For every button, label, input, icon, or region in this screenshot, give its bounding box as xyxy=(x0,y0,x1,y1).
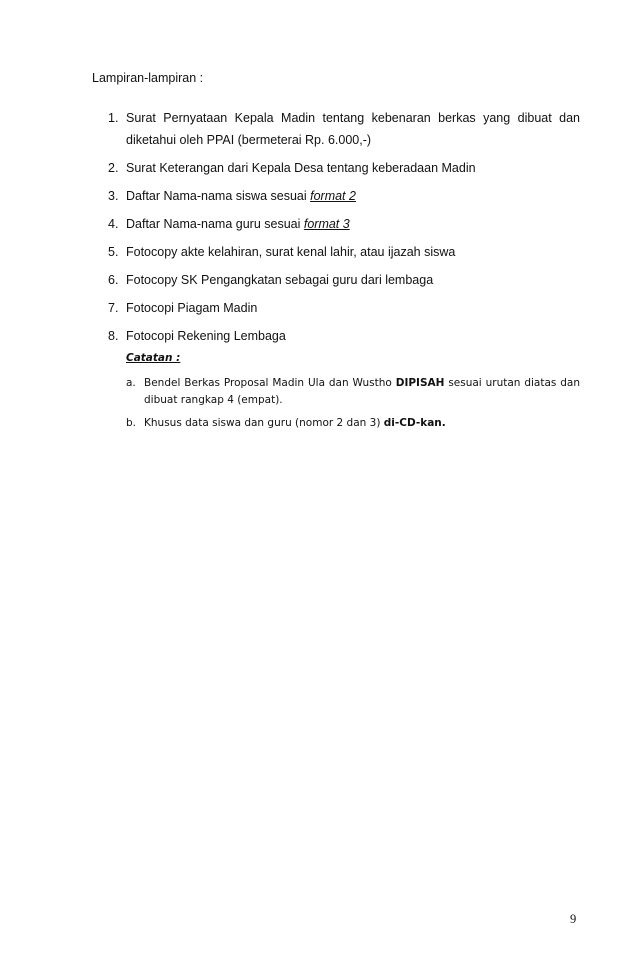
note-text xyxy=(144,377,580,406)
list-item xyxy=(108,157,580,179)
item-text-line xyxy=(126,185,580,207)
item-text: Fotocopy akte kelahiran, surat kenal lahir, atau ijazah siswa xyxy=(126,245,456,259)
page-number: 9 xyxy=(570,912,577,926)
note-emphasis: di-CD-kan. xyxy=(383,417,446,429)
format-reference: format 3 xyxy=(303,217,350,231)
item-number: 5. xyxy=(108,245,119,259)
item-text: Fotocopi Rekening Lembaga xyxy=(126,329,286,343)
item-text: Surat Pernyataan Kepala Madin tentang kebenaran berkas yang dibuat dan diketahui oleh PPAI (bermeterai Rp. 6.000,-) xyxy=(126,111,580,147)
format-reference: format 2 xyxy=(310,189,356,203)
item-text: Fotocopi Piagam Madin xyxy=(126,301,258,315)
note-text xyxy=(144,417,446,429)
attachments-list xyxy=(108,107,580,353)
note-text-pre: Khusus data siswa dan guru (nomor 2 dan 3) xyxy=(144,417,384,429)
item-number: 6. xyxy=(108,273,119,287)
note-label: b. xyxy=(126,417,137,429)
list-item xyxy=(108,325,580,347)
item-number: 3. xyxy=(108,189,119,203)
notes-section xyxy=(126,352,580,438)
note-label: a. xyxy=(126,377,136,389)
note-item xyxy=(126,415,580,432)
note-emphasis: DIPISAH xyxy=(395,377,445,389)
item-text: Fotocopy SK Pengangkatan sebagai guru dari lembaga xyxy=(126,273,434,287)
list-item xyxy=(108,185,580,207)
item-text: Daftar Nama-nama siswa sesuai xyxy=(126,189,311,203)
list-item xyxy=(108,241,580,263)
note-item xyxy=(126,375,580,409)
note-text-post: sesuai urutan diatas dan dibuat rangkap 4 (empat). xyxy=(144,377,580,406)
attachments-heading: Lampiran-lampiran : xyxy=(92,71,204,85)
item-number: 1. xyxy=(108,111,119,125)
item-text-line xyxy=(126,213,580,235)
item-text: Surat Keterangan dari Kepala Desa tentang keberadaan Madin xyxy=(126,161,476,175)
item-number: 8. xyxy=(108,329,119,343)
list-item xyxy=(108,269,580,291)
list-item xyxy=(108,107,580,151)
item-number: 7. xyxy=(108,301,119,315)
item-text: Daftar Nama-nama guru sesuai xyxy=(126,217,304,231)
list-item xyxy=(108,297,580,319)
item-number: 2. xyxy=(108,161,119,175)
list-item xyxy=(108,213,580,235)
note-text-pre: Bendel Berkas Proposal Madin Ula dan Wustho xyxy=(144,377,396,389)
notes-title: Catatan : xyxy=(126,352,181,364)
item-number: 4. xyxy=(108,217,119,231)
